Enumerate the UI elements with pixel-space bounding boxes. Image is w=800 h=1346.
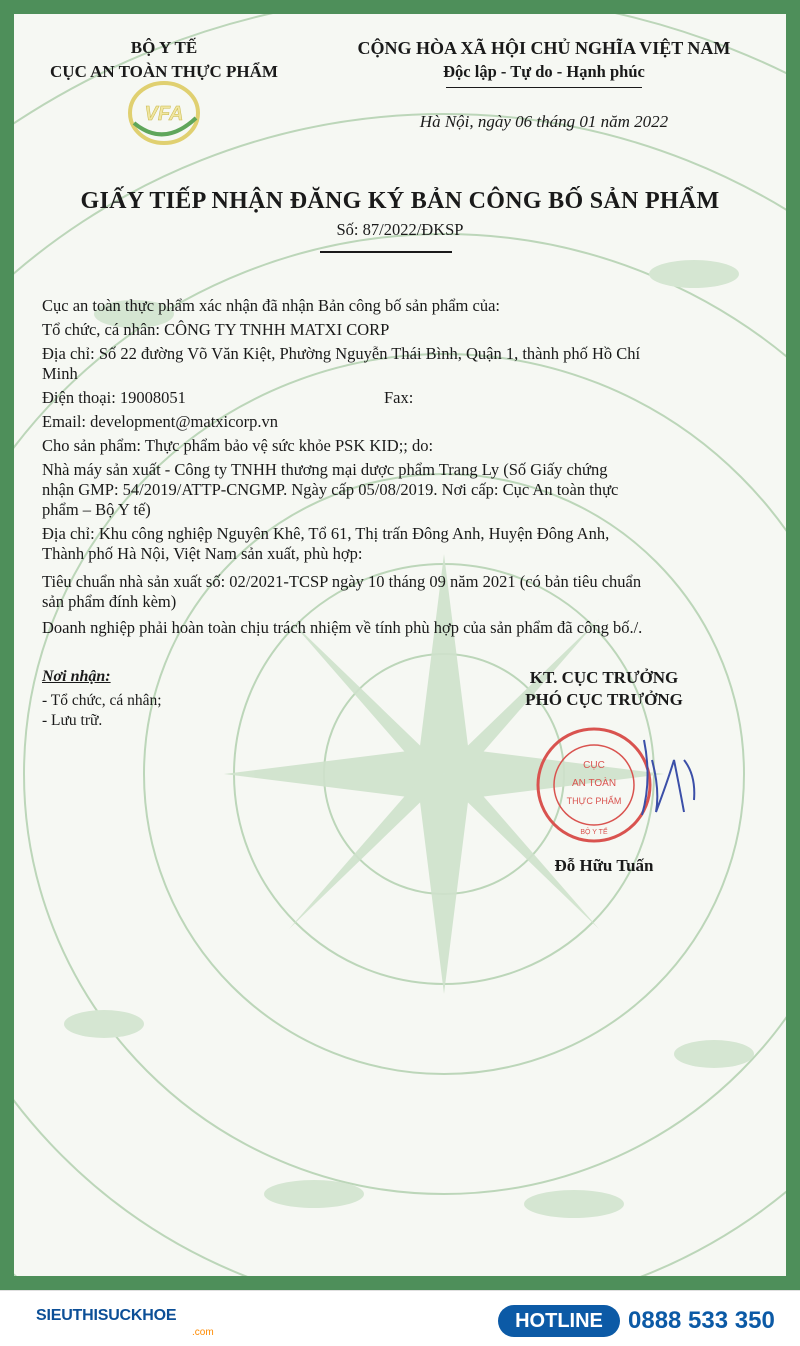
responsibility-line: Doanh nghiệp phải hoàn toàn chịu trách nhiệm về tính phù hợp của sản phẩm đã công bố./. — [42, 618, 643, 637]
official-seal — [534, 720, 724, 850]
document-title: GIẤY TIẾP NHẬN ĐĂNG KÝ BẢN CÔNG BỐ SẢN PHẨM — [80, 188, 720, 214]
signer-role-1: KT. CỤC TRƯỞNG — [529, 668, 679, 687]
vfa-logo-text: VFA — [144, 103, 184, 125]
factory-address-line-1: Địa chỉ: Khu công nghiệp Nguyên Khê, Tổ 61, Thị trấn Đông Anh, Huyện Đông Anh, — [42, 524, 610, 543]
phone-line: Điện thoại: 19008051 — [42, 388, 186, 407]
vfa-logo — [124, 78, 204, 148]
fax-line: Fax: — [384, 388, 414, 407]
national-motto: Độc lập - Tự do - Hạnh phúc — [443, 62, 645, 81]
hotline-number[interactable]: 0888 533 350 — [628, 1307, 775, 1334]
factory-line-1: Nhà máy sản xuất - Công ty TNHH thương mại dược phẩm Trang Ly (Số Giấy chứng — [42, 460, 608, 479]
motto-underline — [446, 87, 642, 88]
title-underline — [320, 251, 452, 253]
place-and-date: Hà Nội, ngày 06 tháng 01 năm 2022 — [419, 112, 669, 131]
organization-line: Tổ chức, cá nhân: CÔNG TY TNHH MATXI CORP — [42, 320, 390, 339]
factory-line-3: phẩm – Bộ Y tế) — [42, 500, 151, 519]
hotline-badge[interactable]: HOTLINE — [498, 1305, 620, 1337]
document-number: Số: 87/2022/ĐKSP — [336, 220, 464, 239]
signer-role-2: PHÓ CỤC TRƯỞNG — [525, 690, 683, 709]
agency-name: CỤC AN TOÀN THỰC PHẨM — [50, 62, 278, 81]
signer-name: Đỗ Hữu Tuấn — [554, 856, 654, 875]
recipient-item: - Tổ chức, cá nhân; — [42, 692, 162, 709]
footer-bar — [0, 1290, 800, 1346]
standard-line-1: Tiêu chuẩn nhà sản xuất số: 02/2021-TCSP ngày 10 tháng 09 năm 2021 (có bản tiêu chuẩn — [42, 572, 642, 591]
intro-line: Cục an toàn thực phẩm xác nhận đã nhận Bản công bố sản phẩm của: — [42, 296, 500, 315]
address-line-1: Địa chỉ: Số 22 đường Võ Văn Kiệt, Phường Nguyễn Thái Bình, Quận 1, thành phố Hồ Chí — [42, 344, 641, 363]
seal-ring-text: BỘ Y TẾ — [580, 829, 608, 836]
recipient-item: - Lưu trữ. — [42, 712, 103, 729]
seal-text-2: AN TOÀN — [571, 778, 617, 789]
address-line-2: Minh — [42, 364, 78, 383]
republic-name: CỘNG HÒA XÃ HỘI CHỦ NGHĨA VIỆT NAM — [357, 38, 731, 58]
product-line: Cho sản phẩm: Thực phẩm bảo vệ sức khỏe PSK KID;; do: — [42, 436, 434, 455]
email-line: Email: development@matxicorp.vn — [42, 412, 279, 431]
recipients-heading: Nơi nhận: — [42, 668, 111, 685]
standard-line-2: sản phẩm đính kèm) — [42, 592, 177, 611]
ministry-name: BỘ Y TẾ — [130, 38, 198, 57]
seal-text-1: CỤC — [583, 760, 605, 771]
brand-name: SIEUTHISUCKHOE — [36, 1307, 177, 1324]
seal-text-3: THỰC PHẨM — [566, 796, 622, 806]
certificate-paper — [14, 14, 786, 1276]
brand-suffix: .com — [192, 1327, 214, 1338]
factory-address-line-2: Thành phố Hà Nội, Việt Nam sản xuất, phù hợp: — [42, 544, 363, 563]
factory-line-2: nhận GMP: 54/2019/ATTP-CNGMP. Ngày cấp 05/08/2019. Nơi cấp: Cục An toàn thực — [42, 480, 619, 499]
